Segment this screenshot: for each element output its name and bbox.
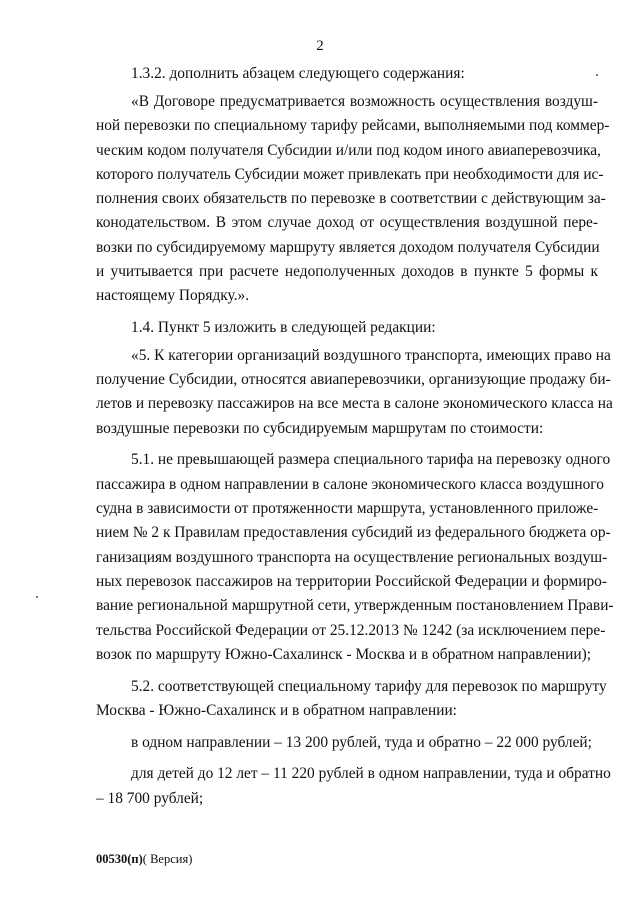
paragraph-line: 5.2. соответствующей специальному тарифу для перевозок по маршруту	[131, 678, 607, 695]
paragraph-line: летов и перевозку пассажиров на все места в салоне экономического класса на	[96, 395, 613, 412]
paragraph-line: воздушные перевозки по субсидируемым маршрутам по стоимости:	[96, 420, 544, 437]
paragraph-line: 5.1. не превышающей размера специального тарифа на перевозку одного	[131, 451, 611, 468]
document-footer	[96, 852, 192, 867]
paragraph-line: тельства Российской Федерации от 25.12.2013 № 1242 (за исключением пере-	[96, 622, 606, 639]
paragraph-line: конодательством. В этом случае доход от осуществления воздушной пере-	[96, 214, 598, 231]
paragraph-line: в одном направлении – 13 200 рублей, туда и обратно – 22 000 рублей;	[131, 734, 592, 751]
paragraph-line: вание региональной маршрутной сети, утвержденным постановлением Прави-	[96, 597, 614, 614]
paragraph-line: нием № 2 к Правилам предоставления субсидий из федерального бюджета ор-	[96, 524, 611, 541]
paragraph-line: ганизациям воздушного транспорта на осуществление региональных воздуш-	[96, 549, 608, 566]
paragraph-line: полнения своих обязательств по перевозке в соответствии с действующим за-	[96, 190, 606, 207]
paragraph-line: и учитывается при расчете недополученных доходов в пункте 5 формы к	[96, 263, 598, 280]
paragraph-line: «5. К категории организаций воздушного транспорта, имеющих право на	[131, 347, 611, 364]
paragraph-line: судна в зависимости от протяженности маршрута, установленного приложе-	[96, 500, 599, 517]
footer-version: ( Версия)	[142, 852, 193, 866]
page-number: 2	[316, 38, 324, 54]
paragraph-line: ной перевозки по специальному тарифу рейсами, выполняемыми под коммер-	[96, 117, 610, 134]
paragraph-line: которого получатель Субсидии может привлекать при необходимости для ис-	[96, 166, 604, 183]
paragraph-line: настоящему Порядку.».	[96, 287, 250, 304]
paragraph-line: пассажира в одном направлении в салоне экономического класса воздушного	[96, 476, 604, 493]
paragraph-line: получение Субсидии, относятся авиаперевозчики, организующие продажу би-	[96, 371, 611, 388]
paragraph-line: возок по маршруту Южно-Сахалинск - Москва и в обратном направлении);	[96, 646, 591, 663]
paragraph-line: 1.3.2. дополнить абзацем следующего содержания:	[131, 65, 465, 82]
scan-speck	[36, 596, 38, 598]
paragraph-line: для детей до 12 лет – 11 220 рублей в одном направлении, туда и обратно	[131, 765, 611, 782]
paragraph-line: – 18 700 рублей;	[96, 790, 204, 807]
scan-speck	[596, 74, 598, 76]
paragraph-line: ческим кодом получателя Субсидии и/или под кодом иного авиаперевозчика,	[96, 142, 601, 159]
paragraph-line: возки по субсидируемому маршруту является доходом получателя Субсидии	[96, 239, 600, 256]
paragraph-line: 1.4. Пункт 5 изложить в следующей редакции:	[131, 319, 436, 336]
paragraph-line: Москва - Южно-Сахалинск и в обратном направлении:	[96, 702, 457, 719]
paragraph-line: ных перевозок пассажиров на территории Российской Федерации и формиро-	[96, 573, 607, 590]
paragraph-line: «В Договоре предусматривается возможность осуществления воздуш-	[131, 93, 598, 110]
footer-code: 00530(п)	[96, 852, 143, 866]
